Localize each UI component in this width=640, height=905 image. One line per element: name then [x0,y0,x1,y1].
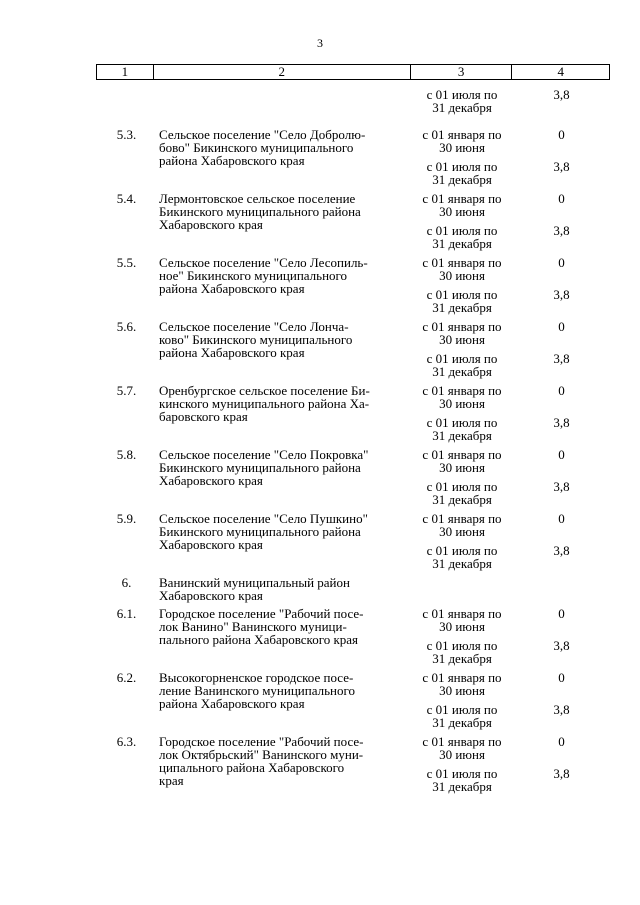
period-text: с 01 июля по 31 декабря [426,543,498,571]
table-row [96,256,610,320]
section-heading-row [96,576,610,607]
row-number: 5.3. [116,127,137,142]
period-text: с 01 июля по 31 декабря [426,766,498,794]
row-number: 5.9. [116,511,137,526]
rate-value: 0 [558,670,565,685]
header-col-3: 3 [411,65,513,79]
period-text: с 01 июля по 31 декабря [426,479,498,507]
table-row [96,735,610,799]
period-text: с 01 июля по 31 декабря [426,87,498,115]
row-number: 6.1. [116,606,137,621]
period-text: с 01 июля по 31 декабря [426,415,498,443]
settlement-name: Городское поселение "Рабочий посе- лок Октябрьский" Ванинского муни- ципального района Хабаровского края [159,734,364,788]
table-row [96,128,610,192]
settlement-name: Сельское поселение "Село Покровка" Бикинского муниципального района Хабаровского края [159,447,369,488]
rate-value: 3,8 [553,87,570,102]
rate-value: 3,8 [553,638,570,653]
rate-value: 3,8 [553,223,570,238]
period-text: с 01 января по 30 июня [422,255,502,283]
rate-value: 3,8 [553,479,570,494]
period-text: с 01 января по 30 июня [422,383,502,411]
row-number: 6. [121,575,132,590]
rate-value: 3,8 [553,766,570,781]
rate-value: 0 [558,319,565,334]
period-text: с 01 января по 30 июня [422,511,502,539]
period-text: с 01 июля по 31 декабря [426,223,498,251]
rate-value: 3,8 [553,702,570,717]
period-text: с 01 июля по 31 декабря [426,702,498,730]
settlement-name: Городское поселение "Рабочий посе- лок Ванино" Ванинского муници- пального района Хабаровского края [159,606,364,647]
header-col-2: 2 [154,65,411,79]
settlement-name: Оренбургское сельское поселение Би- кинского муниципального района Ха- баровского края [159,383,370,424]
settlement-name: Сельское поселение "Село Добролю- бово" Бикинского муниципального района Хабаровского края [159,127,366,168]
row-number: 5.6. [116,319,137,334]
rate-value: 0 [558,383,565,398]
settlement-name: Сельское поселение "Село Лонча- ково" Бикинского муниципального района Хабаровского края [159,319,353,360]
settlement-name: Сельское поселение "Село Лесопиль- ное" Бикинского муниципального района Хабаровского края [159,255,368,296]
period-text: с 01 января по 30 июня [422,606,502,634]
row-number: 5.4. [116,191,137,206]
period-text: с 01 июля по 31 декабря [426,638,498,666]
settlement-name: Ванинский муниципальный район Хабаровского края [159,575,350,603]
rate-value: 3,8 [553,351,570,366]
table-row [96,512,610,576]
rate-value: 0 [558,511,565,526]
rate-value: 0 [558,606,565,621]
rate-value: 3,8 [553,287,570,302]
table-row [96,320,610,384]
header-col-1: 1 [97,65,154,79]
period-text: с 01 июля по 31 декабря [426,287,498,315]
period-text: с 01 января по 30 июня [422,191,502,219]
rate-value: 3,8 [553,159,570,174]
table-row [96,384,610,448]
period-text: с 01 января по 30 июня [422,319,502,347]
period-text: с 01 января по 30 июня [422,127,502,155]
page-number: 3 [317,36,323,50]
rate-value: 0 [558,734,565,749]
rate-value: 3,8 [553,415,570,430]
table-row [96,671,610,735]
rate-value: 3,8 [553,543,570,558]
row-number: 6.3. [116,734,137,749]
period-text: с 01 января по 30 июня [422,447,502,475]
rate-value: 0 [558,127,565,142]
rate-value: 0 [558,255,565,270]
settlement-name: Сельское поселение "Село Пушкино" Бикинского муниципального района Хабаровского края [159,511,368,552]
row-number: 5.5. [116,255,137,270]
row-number: 5.8. [116,447,137,462]
table-header [96,64,610,80]
rate-value: 0 [558,191,565,206]
period-text: с 01 января по 30 июня [422,734,502,762]
table-row [96,607,610,671]
table-row [96,192,610,256]
row-number: 6.2. [116,670,137,685]
header-col-4: 4 [557,64,564,79]
settlement-name: Лермонтовское сельское поселение Бикинского муниципального района Хабаровского края [159,191,361,232]
continuation-row [96,88,610,128]
settlement-name: Высокогорненское городское посе- ление Ванинского муниципального района Хабаровского края [159,670,355,711]
table-body [96,88,610,799]
row-number: 5.7. [116,383,137,398]
table-row [96,448,610,512]
period-text: с 01 июля по 31 декабря [426,159,498,187]
rate-value: 0 [558,447,565,462]
period-text: с 01 января по 30 июня [422,670,502,698]
period-text: с 01 июля по 31 декабря [426,351,498,379]
